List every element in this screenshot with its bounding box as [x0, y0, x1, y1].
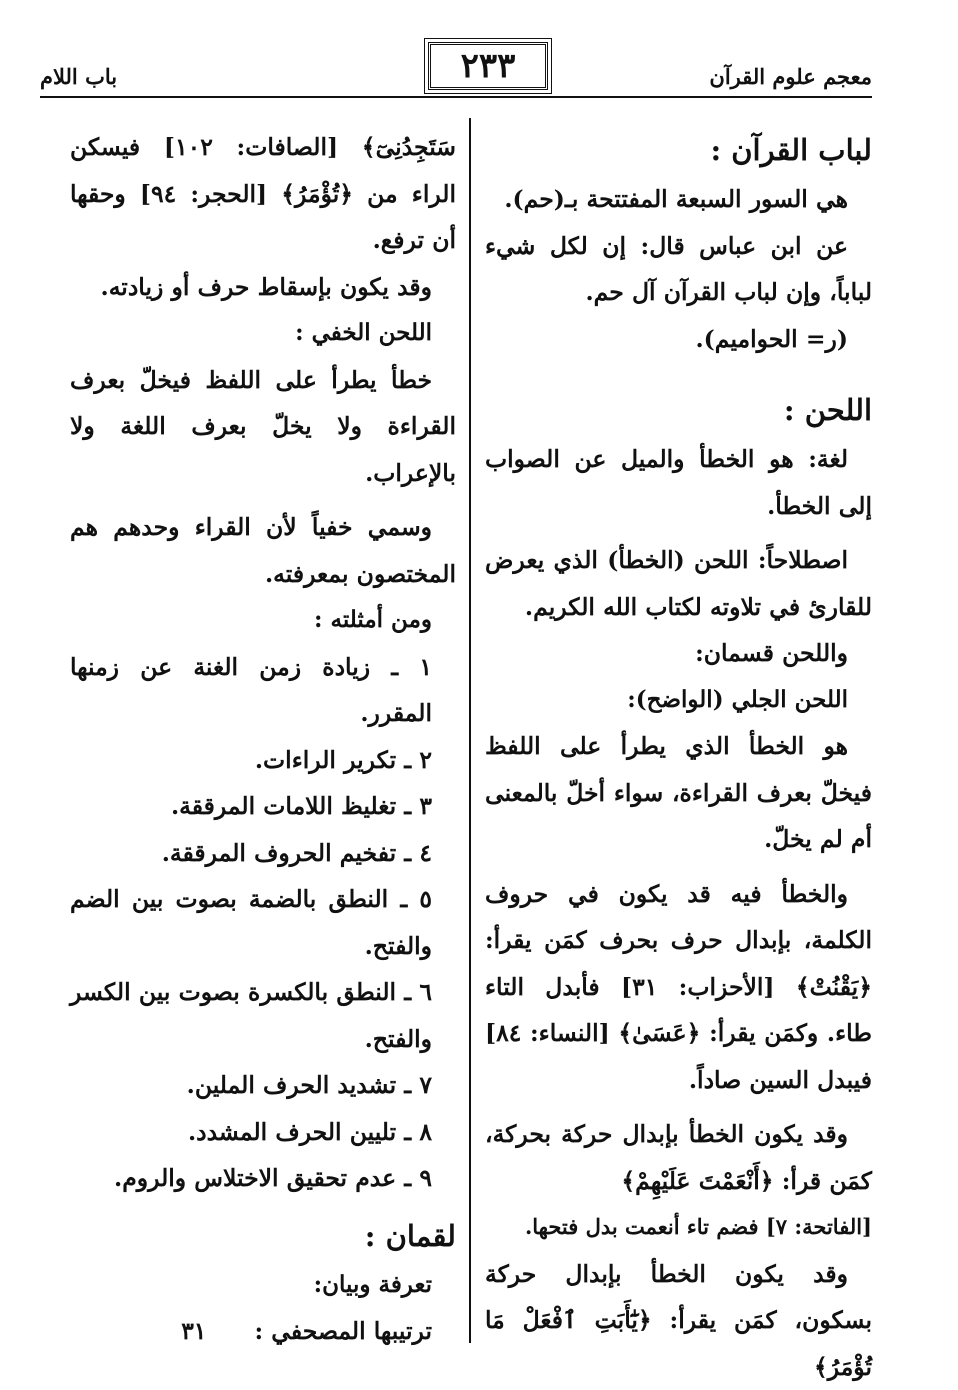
khafi-heading: اللحن الخفي : [70, 310, 456, 357]
khafi-naming: وسمي خفياً لأن القراء وحدهم هم المختصون بمعرفته. [70, 504, 456, 597]
luqman-heading: لقمان : [70, 1210, 456, 1262]
lahn-lugha: لغة: هو الخطأ والميل عن الصواب إلى الخطأ. [485, 436, 872, 529]
left-column [70, 124, 456, 1355]
jali-heading: اللحن الجلي (الواضح): [485, 677, 872, 724]
section-title: باب اللام [40, 64, 117, 89]
luqman-order [70, 1308, 456, 1355]
jali-paragraph-2: وقد يكون الخطأ بإبدال حركة بحركة، كمَن قرأ: ﴿أَنْعَمْتَ عَلَيْهِمْ﴾ [485, 1111, 872, 1204]
lubab-hadith: عن ابن عباس قال: إن لكل شيء لباباً، وإن لباب القرآن آل حم. [485, 223, 872, 316]
list-item: ٥ ـ النطق بالضمة بصوت بين الضم والفتح. [70, 876, 456, 969]
lahn-istilah: اصطلاحاً: اللحن (الخطأ) الذي يعرض للقارئ في تلاوته لكتاب الله الكريم. [485, 537, 872, 630]
page-number: ٢٣٣ [461, 46, 516, 86]
header-rule [40, 96, 872, 98]
lahn-types: واللحن قسمان: [485, 630, 872, 677]
list-item: ٨ ـ تليين الحرف المشدد. [70, 1109, 456, 1156]
jali-definition: هو الخطأ الذي يطرأ على اللفظ فيخلّ بعرف القراءة، سواء أخلّ بالمعنى أم لم يخلّ. [485, 723, 872, 863]
list-item: ٢ ـ تكرير الراءات. [70, 737, 456, 784]
list-item: ٤ ـ تفخيم الحروف المرققة. [70, 830, 456, 877]
luqman-subheading: تعرفة وبيان: [70, 1262, 456, 1309]
page-header [40, 38, 872, 98]
examples-heading: ومن أمثلته : [70, 597, 456, 644]
right-column [485, 124, 872, 1390]
page-number-box [428, 42, 548, 90]
lubab-reference: (ر= الحواميم). [485, 316, 872, 363]
luqman-order-value: ٣١ [181, 1308, 230, 1355]
continued-paragraph: سَتَجِدُنِىٓ﴾ [الصافات: ١٠٢] فيسكن الراء من ﴿تُؤْمَرُ﴾ [الحجر: ٩٤] وحقها أن ترفع. [70, 124, 456, 264]
jali-paragraph-2-ref: [الفاتحة: ٧] فضم تاء أنعمت بدل فتحها. [485, 1204, 872, 1251]
lubab-heading: لباب القرآن : [485, 124, 872, 176]
examples-list [70, 644, 456, 1202]
continued-paragraph-2: وقد يكون بإسقاط حرف أو زيادته. [70, 264, 456, 311]
lahn-heading: اللحن : [485, 384, 872, 436]
list-item: ٩ ـ عدم تحقيق الاختلاس والروم. [70, 1155, 456, 1202]
jali-paragraph-3: وقد يكون الخطأ بإبدال حركة بسكون، كمَن يقرأ: ﴿يَٰٓأَبَتِ ٱفْعَلْ مَا تُؤْمَرُ﴾ [485, 1251, 872, 1390]
column-divider [469, 118, 471, 1343]
lubab-definition: هي السور السبعة المفتتحة بـ(حم). [485, 176, 872, 223]
list-item: ١ ـ زيادة زمن الغنة عن زمنها المقرر. [70, 644, 456, 737]
book-title: معجم علوم القرآن [709, 64, 872, 89]
list-item: ٣ ـ تغليظ اللامات المرققة. [70, 783, 456, 830]
list-item: ٧ ـ تشديد الحرف الملين. [70, 1062, 456, 1109]
list-item: ٦ ـ النطق بالكسرة بصوت بين الكسر والفتح. [70, 969, 456, 1062]
luqman-order-label: ترتيبها المصحفي : [254, 1308, 456, 1355]
jali-paragraph-1: والخطأ فيه قد يكون في حروف الكلمة، بإبدال حرف بحرف كمَن يقرأ: ﴿يَقْنُتْ﴾ [الأحزاب: ٣١] فأبدل التاء طاء. وكمَن يقرأ: ﴿عَسَىٰ﴾ [النساء: ٨٤] فيبدل السين صاداً. [485, 871, 872, 1104]
khafi-definition: خطأ يطرأ على اللفظ فيخلّ بعرف القراءة ولا يخلّ بعرف اللغة ولا بالإعراب. [70, 357, 456, 497]
